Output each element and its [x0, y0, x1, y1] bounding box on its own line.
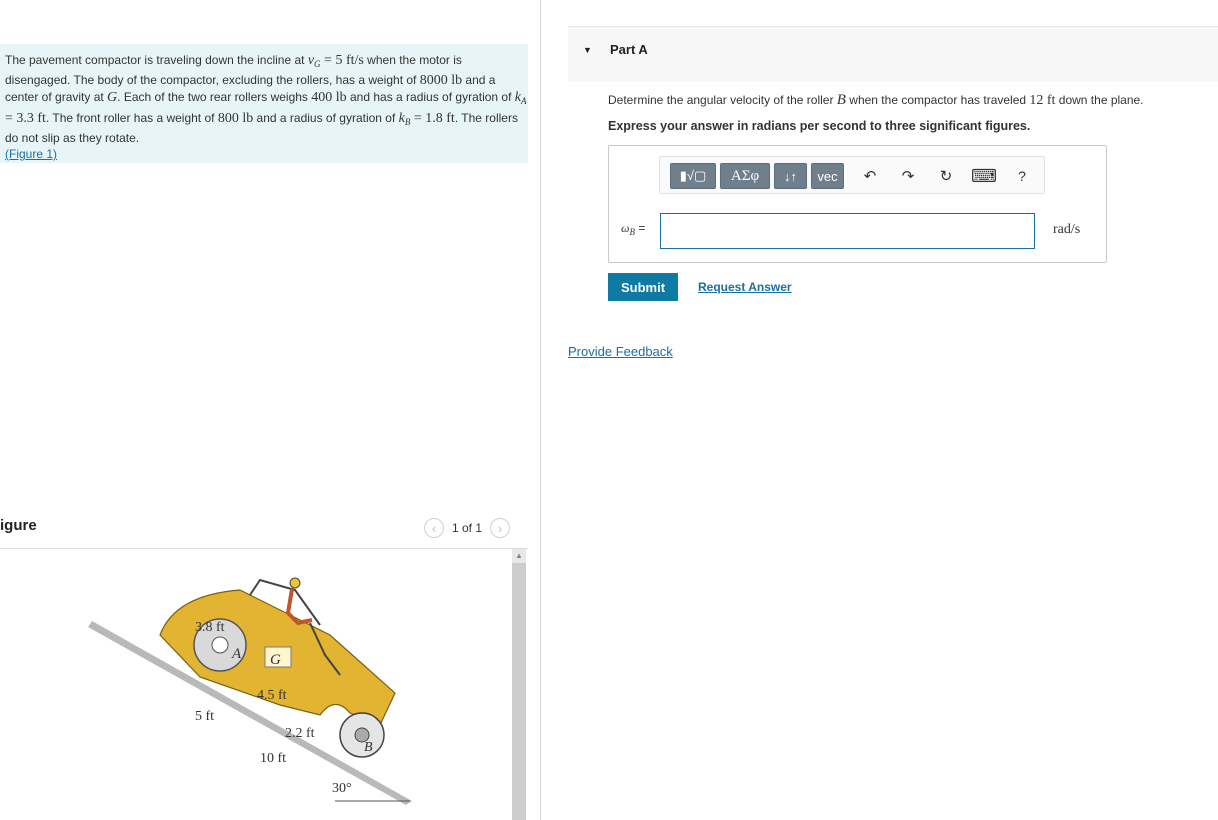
math-front-weight: 800 lb — [217, 110, 254, 126]
problem-statement — [0, 44, 528, 163]
operator-head — [290, 578, 300, 588]
problem-text: . Each of the two rear rollers weighs — [117, 90, 312, 105]
part-title: Part A — [610, 42, 648, 57]
math-ka: = 3.3 ft — [5, 110, 46, 126]
problem-text: . The front roller has a weight of — [45, 110, 218, 125]
question-seg: Determine the angular velocity of the roller — [608, 93, 837, 107]
part-a-header[interactable] — [568, 26, 1218, 82]
math-sub-a: A — [520, 96, 527, 107]
reset-icon[interactable]: ↻ — [939, 168, 953, 185]
label-dist-4-5: 4.5 ft — [257, 688, 287, 703]
math-v: v — [307, 53, 315, 68]
math-g: G — [107, 90, 118, 106]
math-toolbar — [659, 156, 1045, 194]
greek-symbols-button[interactable]: ΑΣφ — [720, 163, 770, 189]
compactor-figure — [80, 565, 415, 810]
math-body-weight: 8000 lb — [419, 73, 463, 89]
label-dist-5: 5 ft — [195, 709, 215, 724]
answer-input[interactable] — [660, 213, 1035, 249]
label-dist-10: 10 ft — [260, 751, 287, 766]
label-b: B — [364, 740, 373, 755]
math-rear-weight: 400 lb — [311, 90, 347, 106]
answer-box — [608, 145, 1107, 263]
figure-pager — [424, 517, 510, 539]
scroll-up-icon[interactable]: ▲ — [512, 549, 526, 563]
answer-label — [621, 221, 645, 237]
answer-instruction: Express your answer in radians per second to three significant figures. — [608, 119, 1031, 133]
figure-title: igure — [0, 517, 37, 534]
math-k: k — [514, 90, 521, 106]
problem-text: and a radius of gyration of — [253, 110, 399, 125]
help-icon[interactable]: ? — [1018, 168, 1026, 184]
figure-link[interactable]: (Figure 1) — [5, 147, 58, 162]
math-omega: ω — [621, 221, 630, 235]
problem-text: when the motor is disengaged. The body of the compactor, excluding the rollers, has a weight of — [5, 53, 462, 88]
label-angle: 30° — [332, 781, 352, 796]
equals-sign: = — [634, 221, 646, 235]
question-seg: when the compactor has traveled — [845, 93, 1030, 107]
math-distance: 12 ft — [1029, 93, 1056, 108]
roller-a-hub — [212, 637, 228, 653]
problem-text: and a center of gravity at — [5, 73, 496, 105]
left-pane — [0, 0, 540, 820]
submit-button[interactable]: Submit — [608, 273, 678, 301]
question-seg: down the plane. — [1055, 93, 1144, 107]
figure-divider — [0, 548, 528, 549]
right-pane — [568, 0, 1218, 820]
label-radius-a: 3.8 ft — [195, 620, 225, 635]
keyboard-icon[interactable]: ⌨ — [971, 165, 997, 186]
math-sub-g: G — [314, 59, 321, 69]
chevron-right-icon[interactable]: › — [490, 518, 510, 538]
label-dist-2-2: 2.2 ft — [285, 726, 315, 741]
pane-divider — [540, 0, 541, 820]
figure-scrollbar[interactable] — [512, 549, 526, 820]
undo-icon[interactable]: ↶ — [863, 168, 877, 185]
problem-text: The pavement compactor is traveling down the incline at — [5, 53, 308, 67]
label-a: A — [232, 646, 242, 662]
operator-body — [288, 589, 312, 623]
caret-down-icon[interactable]: ▼ — [583, 45, 592, 55]
math-b: B — [836, 92, 846, 108]
redo-icon[interactable]: ↷ — [901, 168, 915, 185]
request-answer-link[interactable]: Request Answer — [698, 280, 792, 294]
unit-label: rad/s — [1053, 222, 1081, 237]
math-k: k — [398, 110, 405, 126]
math-kb: = 1.8 ft — [410, 110, 455, 126]
math-velocity: = 5 ft/s — [320, 53, 364, 68]
subscript-superscript-button[interactable]: ↓↑ — [774, 163, 807, 189]
pager-count: 1 of 1 — [452, 521, 483, 535]
templates-button[interactable]: ▮√▢ — [670, 163, 716, 189]
math-sub-b: B — [404, 116, 411, 127]
chevron-left-icon[interactable]: ‹ — [424, 518, 444, 538]
problem-text: . The rollers do not slip as they rotate. — [5, 110, 518, 145]
vector-button[interactable]: vec — [811, 163, 844, 189]
label-g: G — [270, 652, 281, 668]
problem-text: and has a radius of gyration of — [346, 90, 515, 105]
math-sub-b: B — [629, 227, 635, 237]
question-text — [608, 92, 1144, 109]
provide-feedback-link[interactable]: Provide Feedback — [568, 344, 673, 359]
